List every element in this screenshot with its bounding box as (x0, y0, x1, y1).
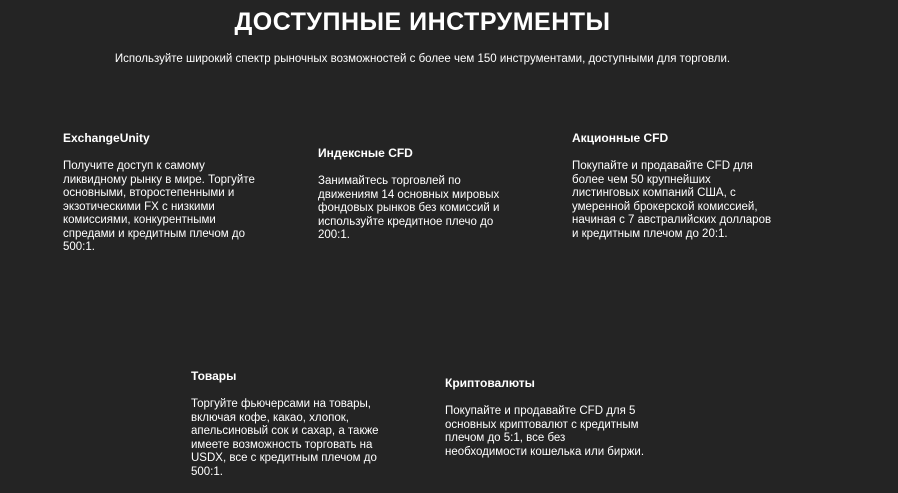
instrument-card-title: Акционные CFD (572, 131, 669, 145)
instrument-card-description: Получите доступ к самому ликвидному рынку в мире. Торгуйте основными, второстепенными и экзотическими FX с низкими комиссиями, конкурентными спредами и кредитным плечом до 500:1. (63, 160, 255, 253)
instrument-card-crypto (445, 376, 650, 459)
instrument-card-description: Торгуйте фьючерсами на товары, включая кофе, какао, хлопок, апельсиновый сок и сахар, а также имеете возможность торговать на USDX, все с кредитным плечом до 500:1. (191, 398, 379, 478)
instrument-card-description: Занимайтесь торговлей по движениям 14 основных мировых фондовых рынков без комиссий и используйте кредитное плечо до 200:1. (318, 175, 500, 241)
instrument-card-forex (63, 131, 268, 255)
page-title: ДОСТУПНЫЕ ИНСТРУМЕНТЫ (234, 8, 611, 36)
instrument-card-title: Криптовалюты (445, 376, 535, 390)
instrument-card-title: ExchangeUnity (63, 131, 150, 145)
instrument-card-title: Индексные CFD (318, 146, 413, 160)
instrument-card-stock-cfd (572, 131, 777, 241)
instrument-card-index-cfd (318, 146, 523, 243)
page-subtitle: Используйте широкий спектр рыночных возможностей с более чем 150 инструментами, доступными для торговли. (114, 53, 731, 65)
instrument-card-description: Покупайте и продавайте CFD для 5 основных криптовалют с кредитным плечом до 5:1, все без необходимости кошелька или биржи. (445, 405, 645, 458)
instrument-card-title: Товары (191, 369, 237, 383)
instrument-card-description: Покупайте и продавайте CFD для более чем 50 крупнейших листинговых компаний США, с умеренной брокерской комиссией, начиная с 7 австралийских долларов и кредитным плечом до 20:1. (572, 160, 772, 240)
instrument-card-commodities (191, 369, 396, 479)
